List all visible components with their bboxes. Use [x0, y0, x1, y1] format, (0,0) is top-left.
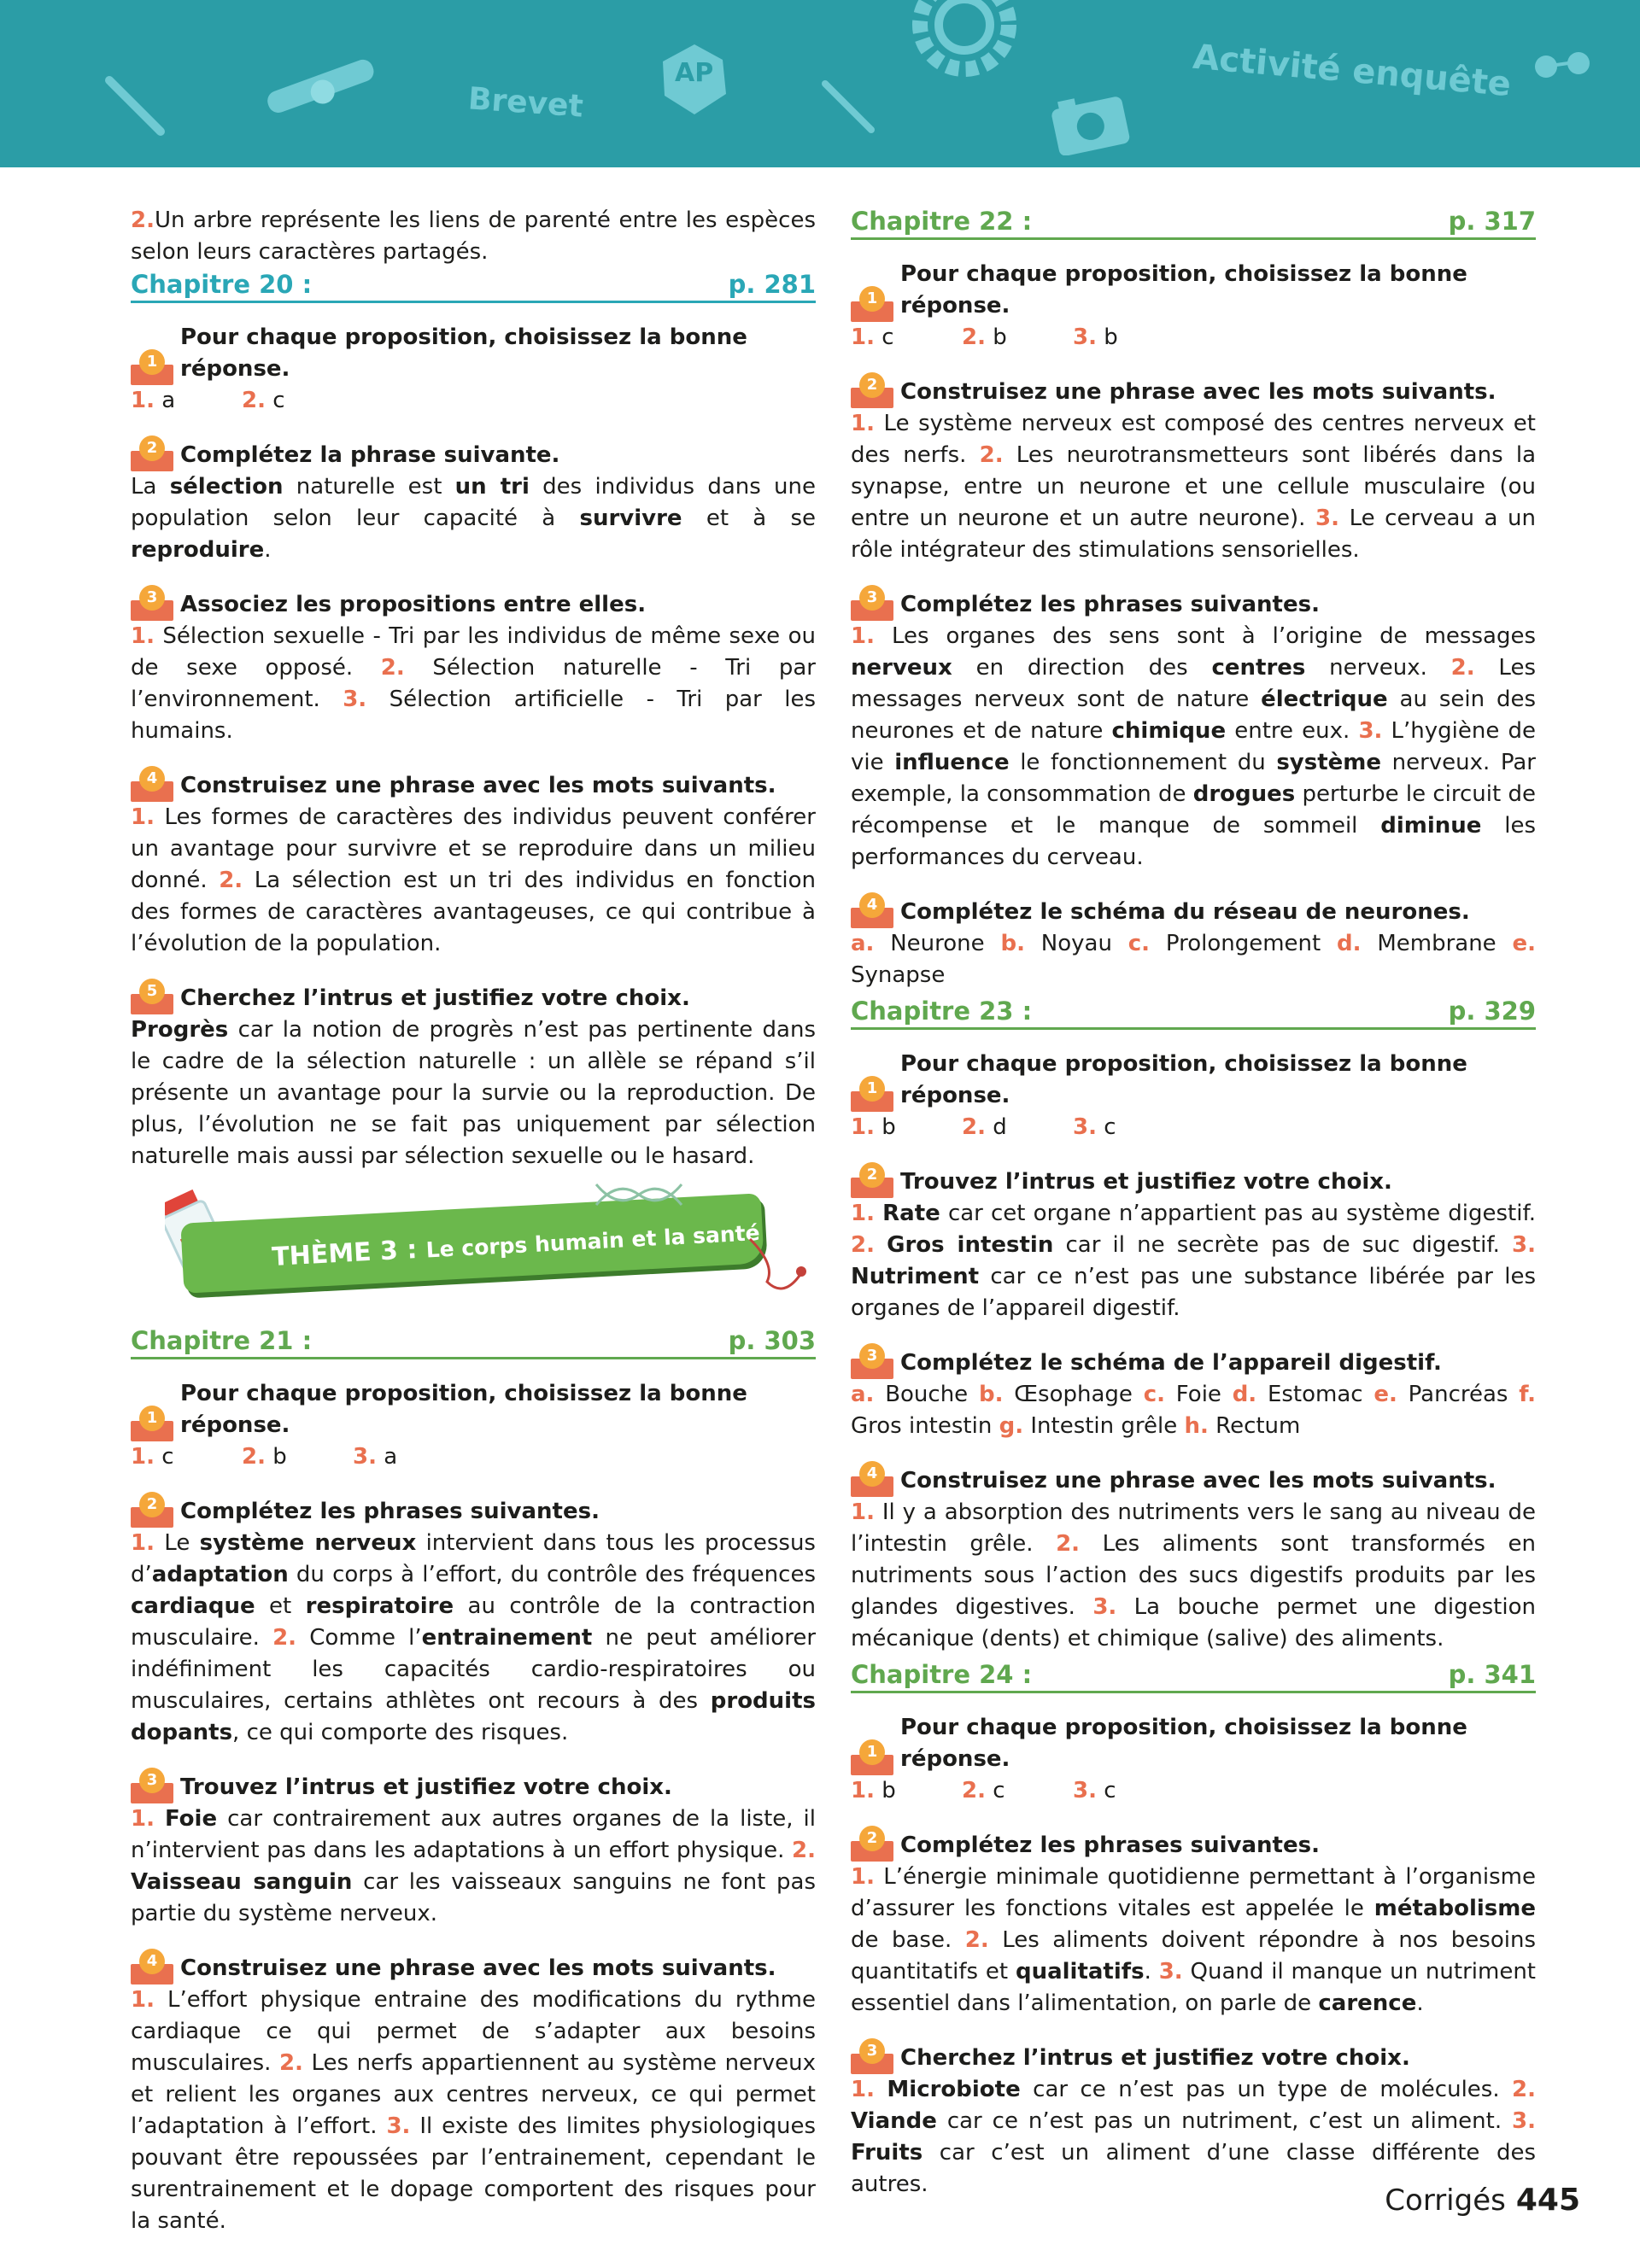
exercise-title: Trouvez l’intrus et justifiez votre choix. — [900, 1169, 1392, 1195]
intro-paragraph: 2.Un arbre représente les liens de parenté entre les espèces selon leurs caractères partagés. — [131, 208, 816, 265]
exercise-title: Complétez le schéma du réseau de neurones. — [900, 899, 1470, 925]
exercise-title: Complétez les phrases suivantes. — [900, 592, 1320, 617]
exercise-number-icon: 2 — [851, 1162, 893, 1198]
exercise-number-icon: 1 — [851, 1739, 893, 1775]
gear-icon — [909, 0, 1020, 80]
right-column — [851, 205, 1536, 2201]
exercise-title: Trouvez l’intrus et justifiez votre choix. — [180, 1774, 672, 1800]
exercise-23-2: 2 Trouvez l’intrus et justifiez votre choix. 1. Rate car cet organe n’appartient pas au système digestif. 2. Gros intestin car il ne secrète pas de suc digestif. 3. Nutriment car ce n’est pas une substance libérée par les organes de l’appareil digestif. — [851, 1162, 1536, 1324]
chapter-24-heading: Chapitre 24 : p. 341 — [851, 1658, 1536, 1693]
exercise-20-5: 5 Cherchez l’intrus et justifiez votre choix. Progrès car la notion de progrès n’est pas pertinente dans le cadre de la sélection naturelle : un allèle se répand s’il présente un avantage pour la survie ou la reproduction. De plus, l’évolution ne se fait pas uniquement par sélection naturelle mais aussi par sélection sexuelle ou le hasard. — [131, 979, 816, 1172]
ap-label: AP — [675, 58, 714, 88]
exercise-number-icon: 3 — [851, 2038, 893, 2074]
diploma-icon — [256, 51, 384, 120]
chapter-22-heading: Chapitre 22 : p. 317 — [851, 205, 1536, 240]
exercise-title: Complétez les phrases suivantes. — [180, 1499, 600, 1524]
chapter-20-heading: Chapitre 20 : p. 281 — [131, 268, 816, 303]
exercise-21-2: 2 Complétez les phrases suivantes. 1. Le système nerveux intervient dans tous les processus d’adaptation du corps à l’effort, du contrôle des fréquences cardiaque et respiratoire au contrôle de la contraction musculaire. 2. Comme l’entrainement ne peut améliorer indéfiniment les capacités cardio-respiratoires ou musculaires, certains athlètes ont recours à des produits dopants, ce qui comporte des risques. — [131, 1492, 816, 1749]
exercise-number-icon: 3 — [131, 1768, 173, 1803]
page-footer — [1385, 2183, 1580, 2218]
header-banner — [0, 0, 1640, 167]
exercise-number-icon: 2 — [851, 372, 893, 408]
exercise-22-2: 2 Construisez une phrase avec les mots suivants. 1. Le système nerveux est composé des centres nerveux et des nerfs. 2. Les neurotransmetteurs sont libérés dans la synapse, entre un neurone et une cellule musculaire (ou entre un neurone et un autre neurone). 3. Le cerveau a un rôle intégrateur des stimulations sensorielles. — [851, 372, 1536, 566]
exercise-number-icon: 3 — [131, 585, 173, 621]
exercise-number-icon: 4 — [851, 892, 893, 928]
exercise-title: Pour chaque proposition, choisissez la bonne réponse. — [180, 324, 747, 382]
exercise-title: Complétez la phrase suivante. — [180, 442, 560, 468]
exercise-title: Pour chaque proposition, choisissez la bonne réponse. — [180, 1381, 747, 1438]
left-column — [131, 205, 816, 2237]
exercise-title: Pour chaque proposition, choisissez la bonne réponse. — [900, 1051, 1467, 1108]
exercise-24-1: 1 Pour chaque proposition, choisissez la bonne réponse. 1. b 2. c 3. c — [851, 1712, 1536, 1807]
exercise-number-icon: 3 — [851, 1343, 893, 1379]
theme-banner — [131, 1179, 816, 1316]
exercise-number-icon: 3 — [851, 585, 893, 621]
exercise-23-3: 3 Complétez le schéma de l’appareil digestif. a. Bouche b. Œsophage c. Foie d. Estomac e. Pancréas f. Gros intestin g. Intestin grêle h. Rectum — [851, 1343, 1536, 1442]
exercise-title: Complétez les phrases suivantes. — [900, 1833, 1320, 1858]
activite-enquete-label: Activité enquête — [1191, 37, 1513, 105]
glasses-icon — [1529, 48, 1597, 82]
exercise-title: Cherchez l’intrus et justifiez votre choix. — [900, 2045, 1410, 2071]
exercise-title: Construisez une phrase avec les mots suivants. — [900, 379, 1496, 405]
exercise-20-4: 4 Construisez une phrase avec les mots suivants. 1. Les formes de caractères des individus peuvent conférer un avantage pour survivre et se reproduire dans un milieu donné. 2. La sélection est un tri des individus en fonction des formes de caractères avantageuses, ce qui contribue à l’évolution de la population. — [131, 766, 816, 960]
exercise-number-icon: 2 — [851, 1826, 893, 1862]
exercise-title: Construisez une phrase avec les mots suivants. — [900, 1468, 1496, 1493]
exercise-20-1: 1 Pour chaque proposition, choisissez la bonne réponse. 1. a 2. c — [131, 322, 816, 417]
pencil-icon — [820, 79, 880, 138]
exercise-title: Construisez une phrase avec les mots suivants. — [180, 773, 776, 798]
exercise-23-4: 4 Construisez une phrase avec les mots suivants. 1. Il y a absorption des nutriments vers le sang au niveau de l’intestin grêle. 2. Les aliments sont transformés en nutriments sous l’action des sucs digestifs produits par les glandes digestives. 3. La bouche permet une digestion mécanique (dents) et chimique (salive) des aliments. — [851, 1461, 1536, 1655]
brevet-label: Brevet — [466, 81, 584, 125]
pen-icon — [102, 73, 171, 142]
exercise-number-icon: 1 — [851, 1076, 893, 1112]
page-number: 445 — [1515, 2183, 1580, 2218]
chapter-21-heading: Chapitre 21 : p. 303 — [131, 1324, 816, 1359]
exercise-title: Complétez le schéma de l’appareil digestif. — [900, 1350, 1442, 1376]
exercise-22-4: 4 Complétez le schéma du réseau de neurones. a. Neurone b. Noyau c. Prolongement d. Membrane e. Synapse — [851, 892, 1536, 991]
camera-icon — [1049, 89, 1131, 155]
chapter-23-heading: Chapitre 23 : p. 329 — [851, 995, 1536, 1030]
exercise-title: Associez les propositions entre elles. — [180, 592, 647, 617]
exercise-20-3: 3 Associez les propositions entre elles. 1. Sélection sexuelle - Tri par les individus de même sexe ou de sexe opposé. 2. Sélection naturelle - Tri par l’environnement. 3. Sélection artificielle - Tri par les humains. — [131, 585, 816, 747]
exercise-number-icon: 1 — [851, 286, 893, 322]
theme-title: THÈME 3 : — [271, 1235, 419, 1272]
stethoscope-icon — [741, 1230, 810, 1299]
exercise-22-3: 3 Complétez les phrases suivantes. 1. Les organes des sens sont à l’origine de messages nerveux en direction des centres nerveux. 2. Les messages nerveux sont de nature électrique au sein des neurones et de nature chimique entre eux. 3. L’hygiène de vie influence le fonctionnement du système nerveux. Par exemple, la consommation de drogues perturbe le circuit de récompense et le manque de sommeil diminue les performances du cerveau. — [851, 585, 1536, 874]
footer-label: Corrigés — [1385, 2183, 1506, 2218]
exercise-title: Pour chaque proposition, choisissez la bonne réponse. — [900, 261, 1467, 319]
exercise-21-3: 3 Trouvez l’intrus et justifiez votre choix. 1. Foie car contrairement aux autres organes de la liste, il n’intervient pas dans les adaptations à un effort physique. 2. Vaisseau sanguin car les vaisseaux sanguins ne font pas partie du système nerveux. — [131, 1768, 816, 1930]
exercise-23-1: 1 Pour chaque proposition, choisissez la bonne réponse. 1. b 2. d 3. c — [851, 1049, 1536, 1143]
exercise-number-icon: 2 — [131, 435, 173, 471]
exercise-number-icon: 2 — [131, 1492, 173, 1528]
theme-subtitle: Le corps humain et la santé — [425, 1220, 761, 1263]
exercise-number-icon: 1 — [131, 349, 173, 385]
exercise-24-2: 2 Complétez les phrases suivantes. 1. L’énergie minimale quotidienne permettant à l’organisme d’assurer les fonctions vitales est appelée le métabolisme de base. 2. Les aliments doivent répondre à nos besoins quantitatifs et qualitatifs. 3. Quand il manque un nutriment essentiel dans l’alimentation, on parle de carence. — [851, 1826, 1536, 2020]
exercise-21-1: 1 Pour chaque proposition, choisissez la bonne réponse. 1. c 2. b 3. a — [131, 1378, 816, 1473]
exercise-title: Cherchez l’intrus et justifiez votre choix. — [180, 985, 690, 1011]
exercise-number-icon: 4 — [131, 766, 173, 802]
exercise-title: Pour chaque proposition, choisissez la bonne réponse. — [900, 1715, 1467, 1772]
exercise-number-icon: 1 — [131, 1406, 173, 1441]
exercise-number-icon: 4 — [131, 1949, 173, 1984]
exercise-number-icon: 4 — [851, 1461, 893, 1497]
exercise-24-3: 3 Cherchez l’intrus et justifiez votre choix. 1. Microbiote car ce n’est pas un type de molécules. 2. Viande car ce n’est pas un nutriment, c’est un aliment. 3. Fruits car c’est un aliment d’une classe différente des autres. — [851, 2038, 1536, 2201]
dna-icon — [592, 1179, 686, 1210]
exercise-21-4: 4 Construisez une phrase avec les mots suivants. 1. L’effort physique entraine des modifications du rythme cardiaque ce qui permet de s’adapter aux besoins musculaires. 2. Les nerfs appartiennent au système nerveux et relient les organes aux centres nerveux, ce qui permet l’adaptation à l’effort. 3. Il existe des limites physiologiques pouvant être repoussées par l’entrainement, cependant le surentrainement et le dopage comportent des risques pour la santé. — [131, 1949, 816, 2237]
exercise-title: Construisez une phrase avec les mots suivants. — [180, 1955, 776, 1981]
exercise-20-2: 2 Complétez la phrase suivante. La sélection naturelle est un tri des individus dans une population selon leur capacité à survivre et à se reproduire. — [131, 435, 816, 566]
exercise-22-1: 1 Pour chaque proposition, choisissez la bonne réponse. 1. c 2. b 3. b — [851, 259, 1536, 354]
exercise-number-icon: 5 — [131, 979, 173, 1014]
